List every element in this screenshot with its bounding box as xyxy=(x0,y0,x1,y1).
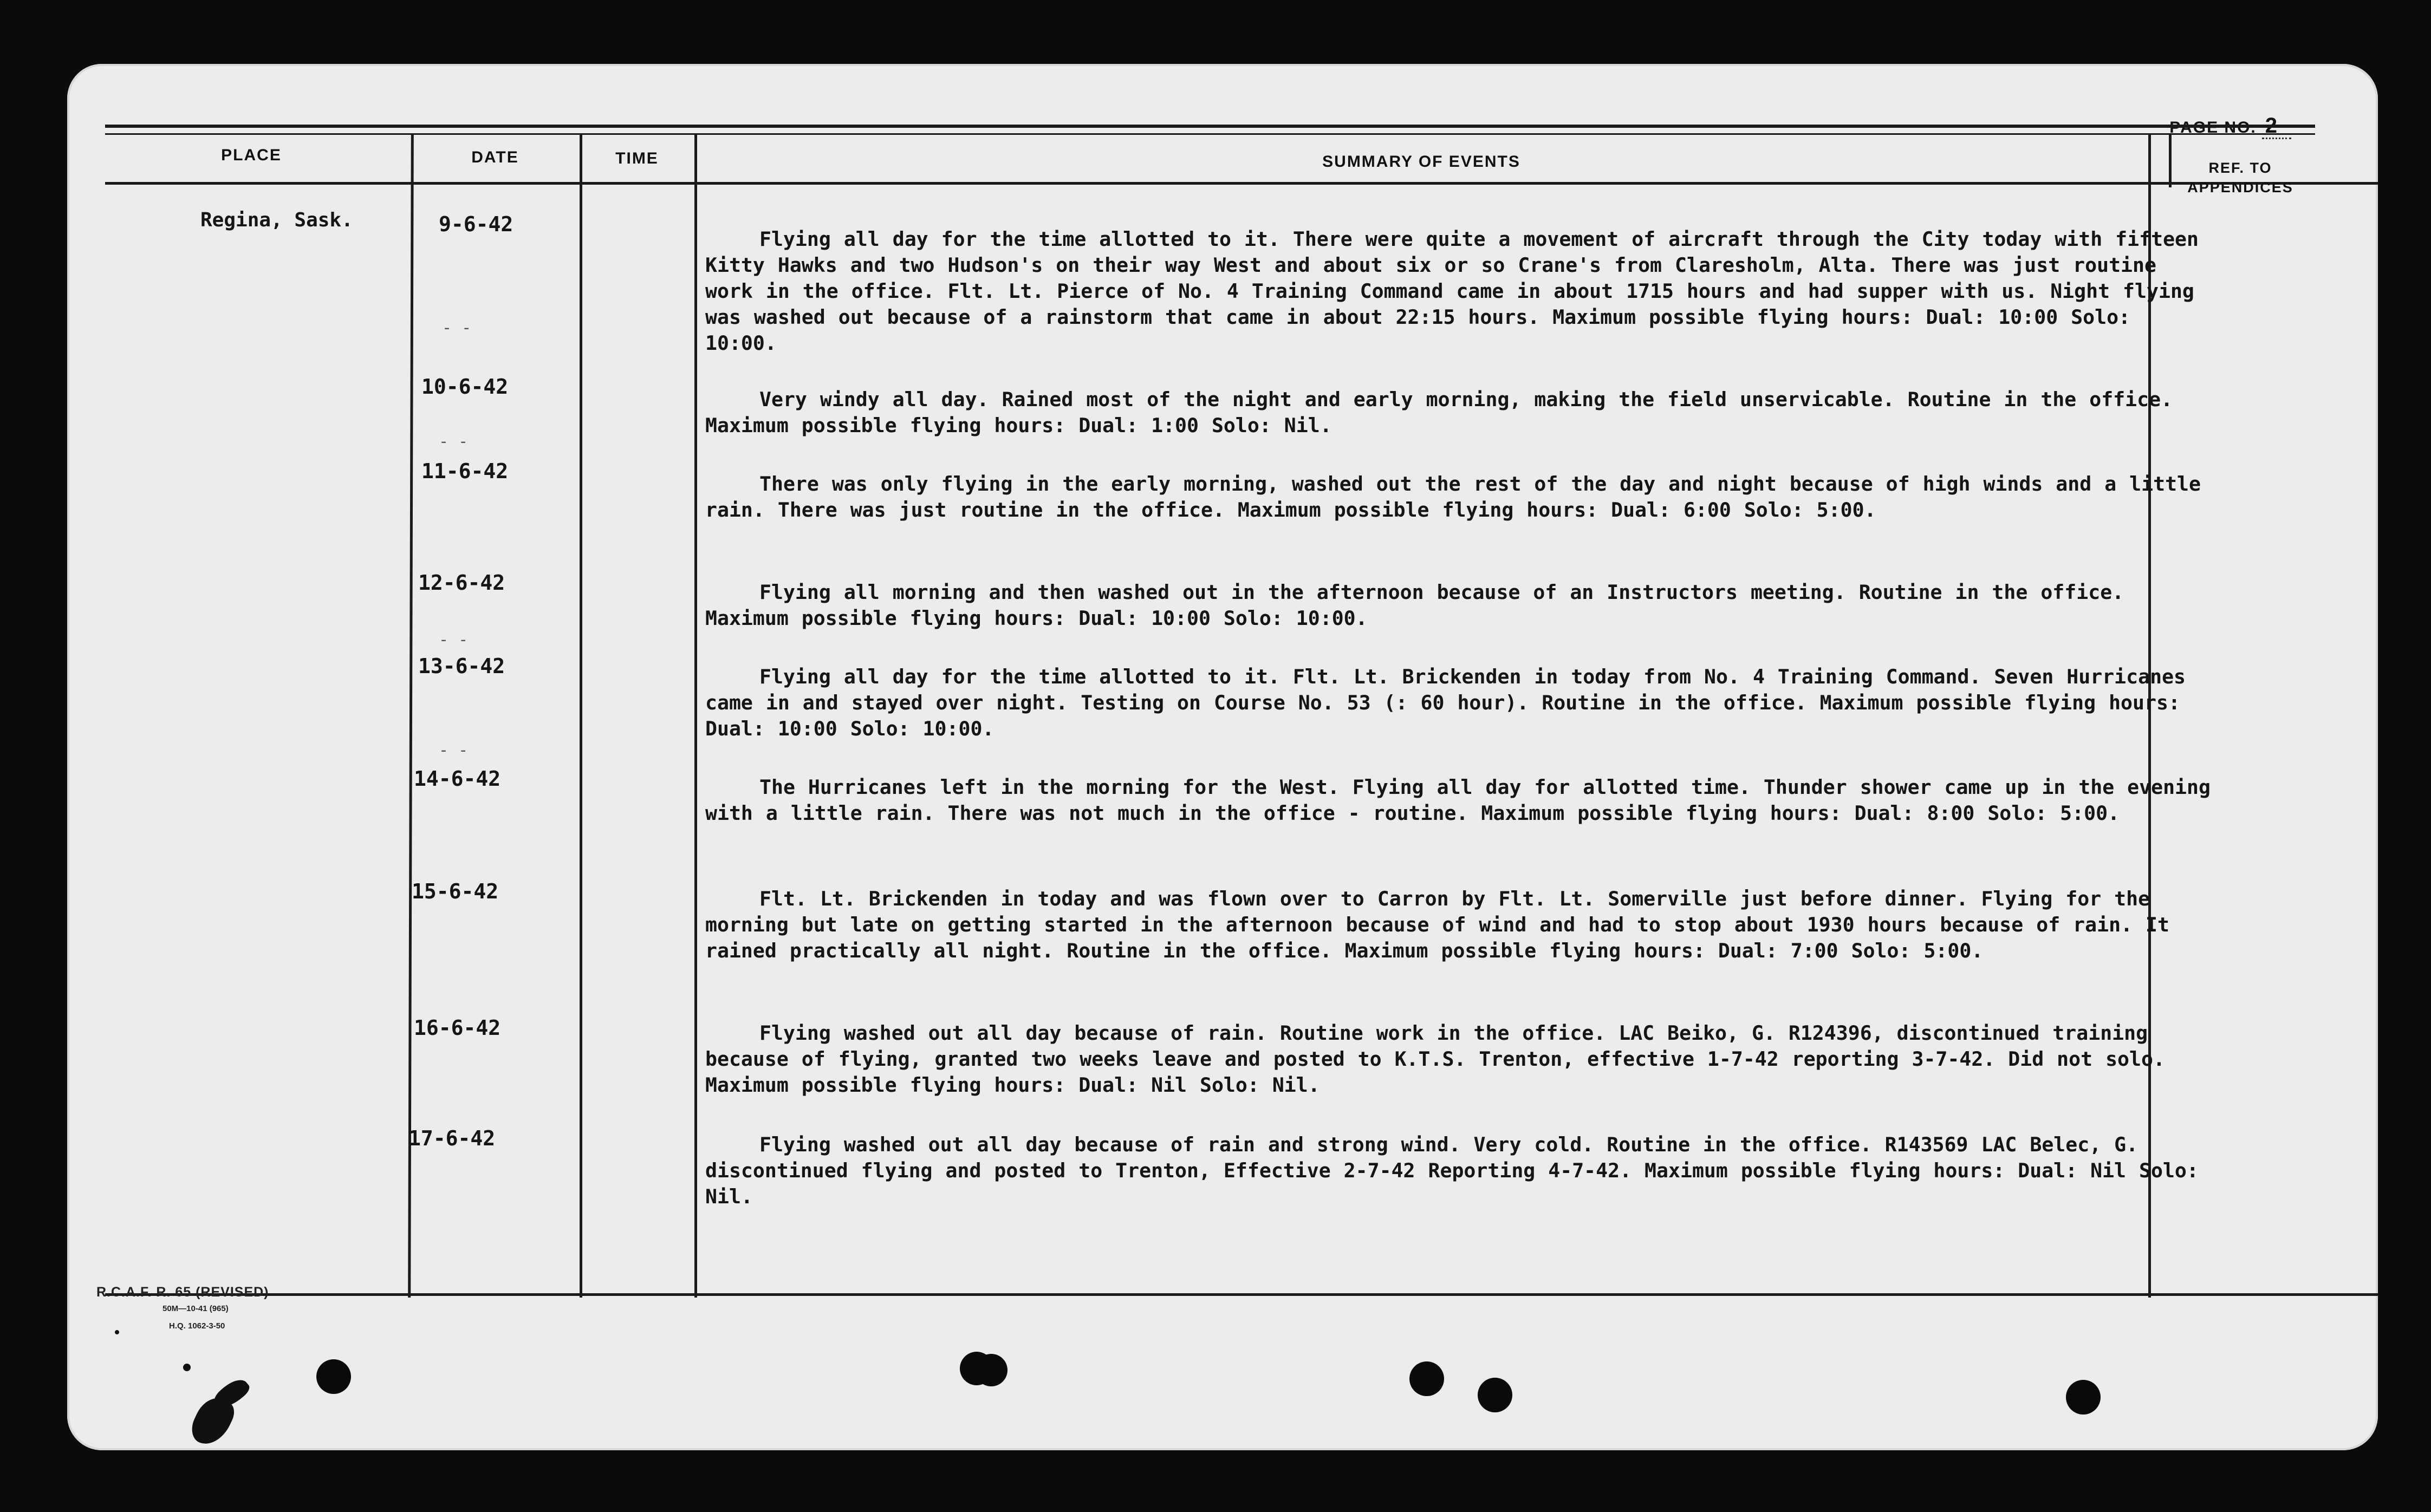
summary-entry: Flying washed out all day because of rain. Routine work in the office. LAC Beiko, G. R124396, discontinued training because of flying, granted two weeks leave and posted to K.T.S. Trenton, effective 1-7-42 reporting 3-7-42. Did not solo. Maximum possible flying hours: Dual: Nil Solo: Nil. xyxy=(705,1021,2165,1097)
header-bottom-rule xyxy=(105,182,2378,185)
footer-rule xyxy=(105,1293,2378,1296)
form-print-run: 50M—10-41 (965) xyxy=(162,1304,229,1313)
divider-ref-inner xyxy=(2169,133,2172,187)
summary-entry: Flying all morning and then washed out in the afternoon because of an Instructors meeting. Routine in the office. Maximum possible flying hours: Dual: 10:00 Solo: 10:00. xyxy=(705,581,2124,630)
date-entry: 12-6-42 xyxy=(418,571,505,595)
date-entry: 14-6-42 xyxy=(414,767,501,791)
divider-date-time xyxy=(580,133,582,1298)
date-entry: 16-6-42 xyxy=(414,1016,501,1040)
separator-mark: - - xyxy=(442,318,472,337)
summary-entry: Very windy all day. Rained most of the night and early morning, making the field unservicable. Routine in the office. Maximum possible flying hours: Dual: 1:00 Solo: Nil. xyxy=(705,388,2173,437)
date-entry: 13-6-42 xyxy=(418,654,505,678)
ink-dot xyxy=(115,1330,119,1334)
summary-entry: The Hurricanes left in the morning for the West. Flying all day for allotted time. Thunder shower came up in the evening with a little rain. There was not much in the office - routine. Maximum possible flying hours: Dual: 8:00 Solo: 5:00. xyxy=(705,775,2211,825)
separator-mark: - - xyxy=(439,630,469,649)
summary-entry: Flt. Lt. Brickenden in today and was flown over to Carron by Flt. Lt. Somerville just before dinner. Flying for the morning but late on getting started in the afternoon because of wind and had to stop about 1930 hours because of rain. It rained practically all night. Routine in the office. Maximum possible flying hours: Dual: 7:00 Solo: 5:00. xyxy=(705,887,2169,962)
binder-hole xyxy=(1409,1361,1444,1396)
column-heading-summary: SUMMARY OF EVENTS xyxy=(1322,153,1520,171)
summary-entry: Flying washed out all day because of rain and strong wind. Very cold. Routine in the office. R143569 LAC Belec, G. discontinued flying and posted to Trenton, Effective 2-7-42 Reporting 4-7-42. Maximum possible flying hours: Dual: Nil Solo: Nil. xyxy=(705,1133,2199,1208)
date-entry: 11-6-42 xyxy=(421,459,509,483)
form-number: R.C.A.F. R. 65 (REVISED) xyxy=(96,1285,269,1300)
header-top-rule xyxy=(105,125,2315,128)
separator-mark: - - xyxy=(439,741,469,760)
divider-time-summary xyxy=(694,133,697,1298)
place-entry: Regina, Sask. xyxy=(200,209,353,231)
divider-place-date xyxy=(408,133,414,1298)
column-heading-time: TIME xyxy=(615,149,659,167)
header-top-rule-thin xyxy=(105,133,2315,135)
binder-hole xyxy=(1478,1378,1512,1412)
column-heading-ref-appendices: REF. TO APPENDICES xyxy=(2187,160,2293,195)
diary-form-card xyxy=(67,64,2378,1450)
column-heading-date: DATE xyxy=(471,148,519,166)
date-entry: 17-6-42 xyxy=(408,1126,496,1150)
summary-entry: There was only flying in the early morning, washed out the rest of the day and night because of high winds and a little rain. There was just routine in the office. Maximum possible flying hours: Dual: 6:00 Solo: 5:00. xyxy=(705,472,2201,522)
separator-mark: - - xyxy=(439,432,469,451)
summary-entry: Flying all day for the time allotted to it. Flt. Lt. Brickenden in today from No. 4 Training Command. Seven Hurricanes came in and stayed over night. Testing on Course No. 53 (: 60 hour). Routine in the office. Maximum possible flying hours: Dual: 10:00 Solo: 10:00. xyxy=(705,665,2186,740)
binder-hole xyxy=(2066,1380,2101,1415)
date-entry: 10-6-42 xyxy=(421,375,509,399)
form-hq-code: H.Q. 1062-3-50 xyxy=(169,1321,225,1331)
date-entry: 15-6-42 xyxy=(412,879,499,903)
column-heading-place: PLACE xyxy=(221,146,282,164)
summary-entry: Flying all day for the time allotted to it. There were quite a movement of aircraft through the City today with fifteen Kitty Hawks and two Hudson's on their way West and about six or so Crane's from Claresholm, Alta. There was just routine work in the office. Flt. Lt. Pierce of No. 4 Training Command came in about 1715 hours and had supper with us. Night flying was washed out because of a rainstorm that came in about 22:15 hours. Maximum possible flying hours: Dual: 10:00 Solo: 10:00. xyxy=(705,227,2199,355)
binder-hole xyxy=(316,1359,351,1394)
binder-hole xyxy=(975,1354,1007,1386)
date-entry: 9-6-42 xyxy=(439,212,514,236)
ink-dot xyxy=(183,1364,191,1371)
